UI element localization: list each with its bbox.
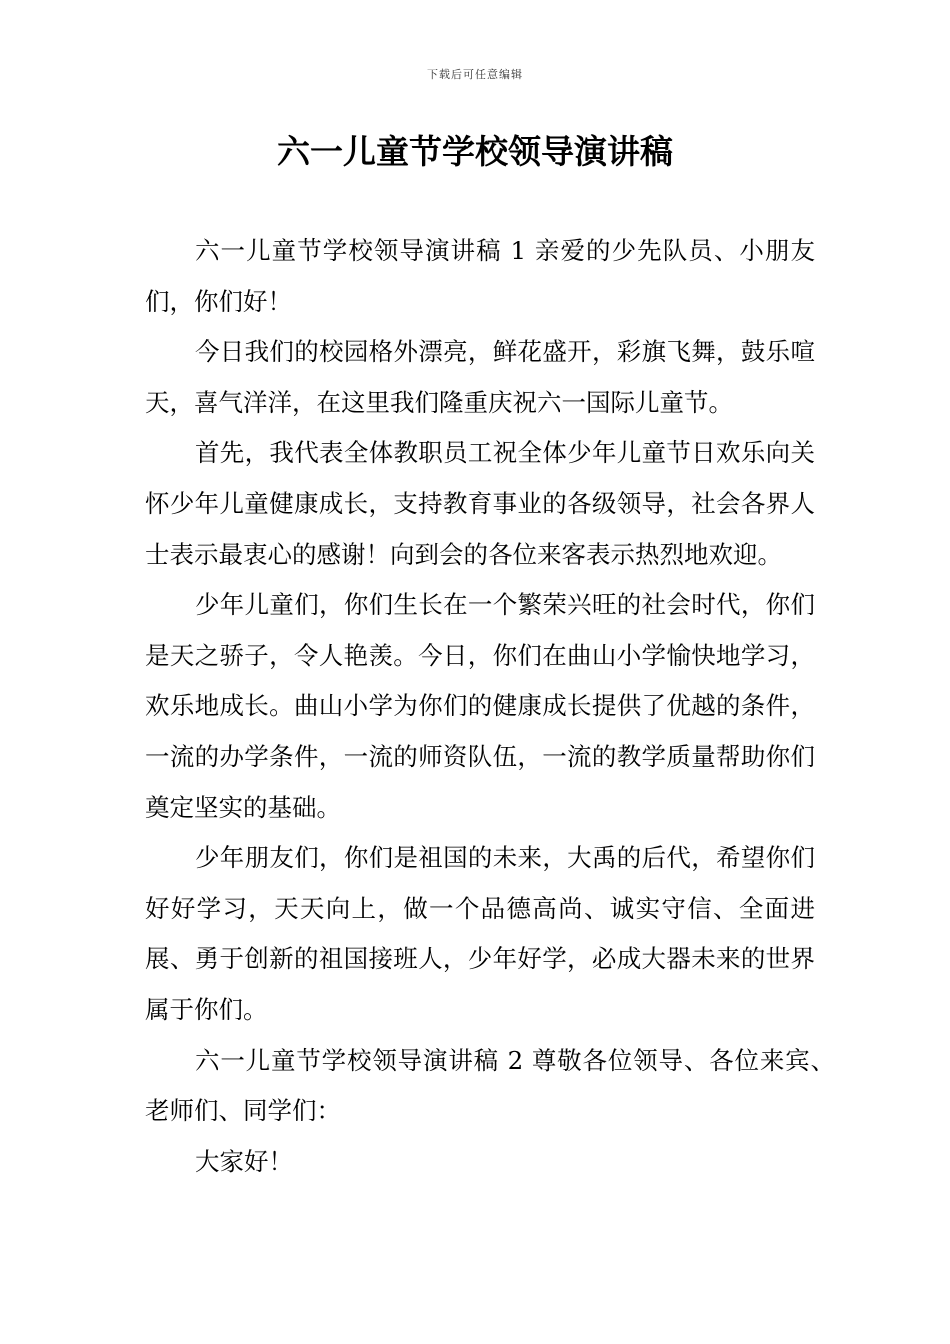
- paragraph-1: 六一儿童节学校领导演讲稿 1 亲爱的少先队员、小朋友们，你们好！: [145, 236, 815, 316]
- document-body: [145, 226, 835, 1187]
- paragraph-4: 少年儿童们，你们生长在一个繁荣兴旺的社会时代，你们是天之骄子，令人艳羡。今日，你们在曲山小学愉快地学习，欢乐地成长。曲山小学为你们的健康成长提供了优越的条件，一流的办学条件，一流的师资队伍，一流的教学质量帮助你们奠定坚实的基础。: [145, 590, 815, 822]
- header-note: 下载后可任意编辑: [427, 68, 523, 81]
- paragraph-6: 六一儿童节学校领导演讲稿 2 尊敬各位领导、各位来宾、老师们、同学们：: [145, 1045, 835, 1126]
- paragraph-7: 大家好！: [195, 1146, 293, 1176]
- paragraph-2: 今日我们的校园格外漂亮，鲜花盛开，彩旗飞舞，鼓乐喧天，喜气洋洋，在这里我们隆重庆祝六一国际儿童节。: [145, 337, 815, 417]
- document-title: 六一儿童节学校领导演讲稿: [277, 132, 673, 171]
- paragraph-5: 少年朋友们，你们是祖国的未来，大禹的后代，希望你们好好学习，天天向上，做一个品德高尚、诚实守信、全面进展、勇于创新的祖国接班人，少年好学，必成大器未来的世界属于你们。: [145, 843, 815, 1024]
- paragraph-3: 首先，我代表全体教职员工祝全体少年儿童节日欢乐向关怀少年儿童健康成长，支持教育事业的各级领导，社会各界人士表示最衷心的感谢！向到会的各位来客表示热烈地欢迎。: [145, 438, 815, 569]
